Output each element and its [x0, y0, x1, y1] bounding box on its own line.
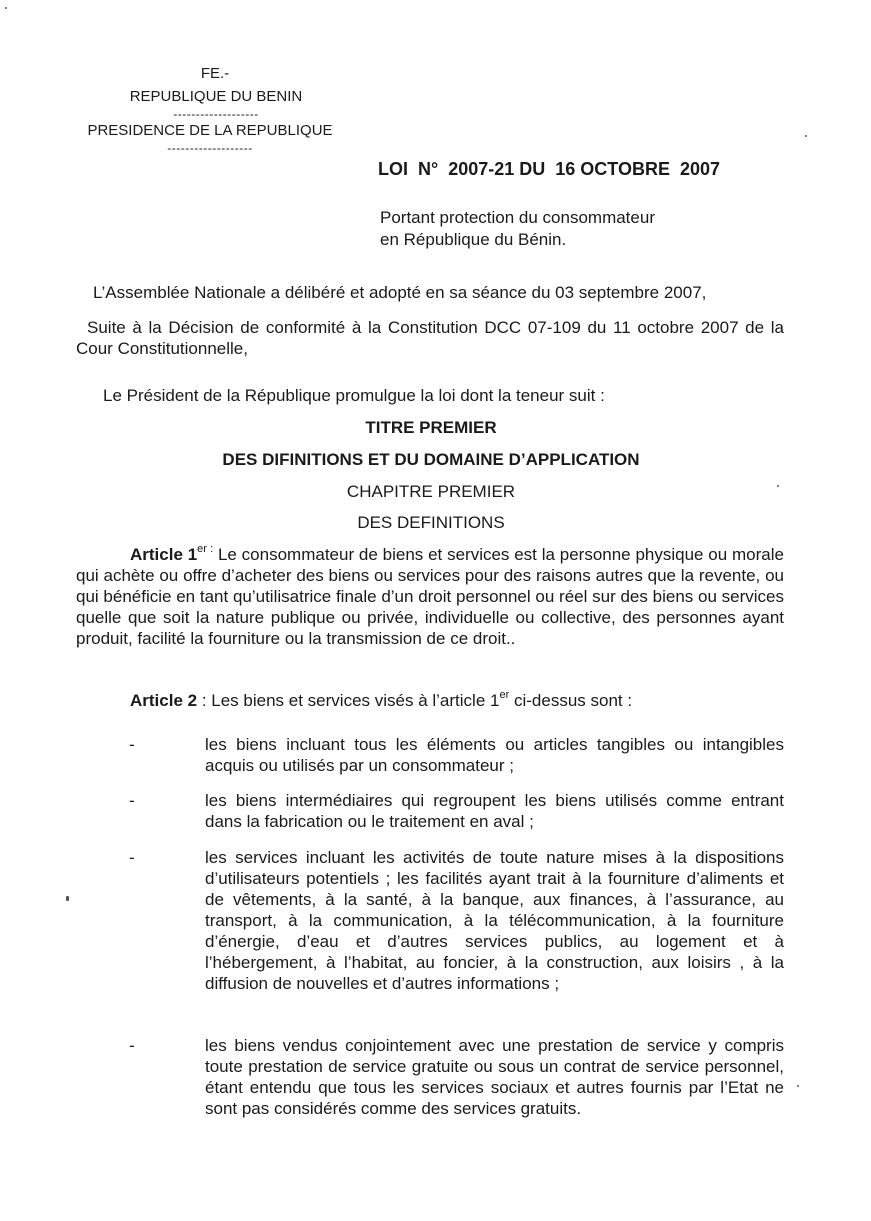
preamble-assembly: L’Assemblée Nationale a délibéré et adopté en sa séance du 03 septembre 2007,	[93, 283, 707, 302]
title-heading: TITRE PREMIER	[365, 418, 497, 437]
list-dash: -	[129, 791, 135, 810]
article-2-intro-text-end: ci-dessus sont :	[513, 691, 633, 710]
header-separator: -------------------	[173, 107, 259, 121]
header-republic: REPUBLIQUE DU BENIN	[129, 88, 303, 105]
scan-speck	[777, 485, 779, 487]
list-item: les biens intermédiaires qui regroupent les biens utilisés comme entrant dans la fabrication ou le traitement en aval ;	[205, 791, 784, 831]
preamble-promulgation: Le Président de la République promulgue la loi dont la teneur suit :	[103, 386, 605, 405]
list-item: les biens incluant tous les éléments ou articles tangibles ou intangibles acquis ou utilisés par un consommateur ;	[205, 735, 784, 775]
article-1-text: Le consommateur de biens et services est la personne physique ou morale qui achète ou offre d’acheter des biens ou services pour des raisons autres que la revente, ou qui bénéficie en tant qu’utilisatrice finale d’un droit personnel ou réel sur des biens ou services quelle que soit la nature publique ou privée, individuelle ou collective, des personnes ayant produit, facilité la fourniture ou la transmission de ce droit..	[76, 545, 784, 648]
article-1	[76, 544, 784, 649]
scan-speck	[797, 1085, 799, 1087]
article-1-sup: er :	[197, 543, 214, 556]
article-2-intro	[130, 690, 790, 711]
list-dash: -	[129, 848, 135, 867]
list-item: les biens vendus conjointement avec une prestation de service y compris toute prestation de service gratuite ou sous un contrat de service personnel, étant entendu que tous les services sociaux et autres fournis par l’Etat ne sont pas considérés comme des services gratuits.	[205, 1036, 784, 1118]
list-dash: -	[129, 1036, 135, 1055]
list-item: les services incluant les activités de toute nature mises à la dispositions d’utilisateurs potentiels ; les facilités ayant trait à la fourniture d’aliments et de vêtements, à la santé, à la banque, aux finances, à l’assurance, au transport, à la communication, à la télécommunication, à la fourniture d’énergie, d’eau et d’autres services publics, au logement et à l’hébergement, à l’habitat, au foncier, à la construction, aux loisirs , à la diffusion de nouvelles et d’autres informations ;	[205, 848, 784, 993]
law-number: LOI N° 2007-21 DU 16 OCTOBRE 2007	[378, 159, 720, 179]
preamble-decision: Suite à la Décision de conformité à la Constitution DCC 07-109 du 11 octobre 2007 de la Cour Constitutionnelle,	[76, 318, 784, 358]
header-fe: FE.-	[200, 65, 230, 82]
list-dash: -	[129, 735, 135, 754]
article-2-label: Article 2	[130, 691, 198, 710]
law-subject-line1: Portant protection du consommateur	[380, 208, 655, 227]
scan-speck	[805, 135, 807, 137]
chapter-heading: CHAPITRE PREMIER	[346, 482, 516, 501]
scan-speck	[5, 7, 7, 9]
title-subheading: DES DIFINITIONS ET DU DOMAINE D’APPLICATION	[222, 450, 640, 469]
scan-speck	[66, 896, 69, 901]
header-presidency: PRESIDENCE DE LA REPUBLIQUE	[87, 122, 333, 139]
article-2-intro-sup: er	[499, 689, 510, 702]
article-1-label: Article 1	[130, 545, 198, 564]
chapter-subheading: DES DEFINITIONS	[357, 513, 505, 532]
law-subject-line2: en République du Bénin.	[380, 230, 567, 249]
article-2-intro-text: : Les biens et services visés à l’article 1	[201, 691, 500, 710]
header-separator: -------------------	[167, 141, 253, 155]
